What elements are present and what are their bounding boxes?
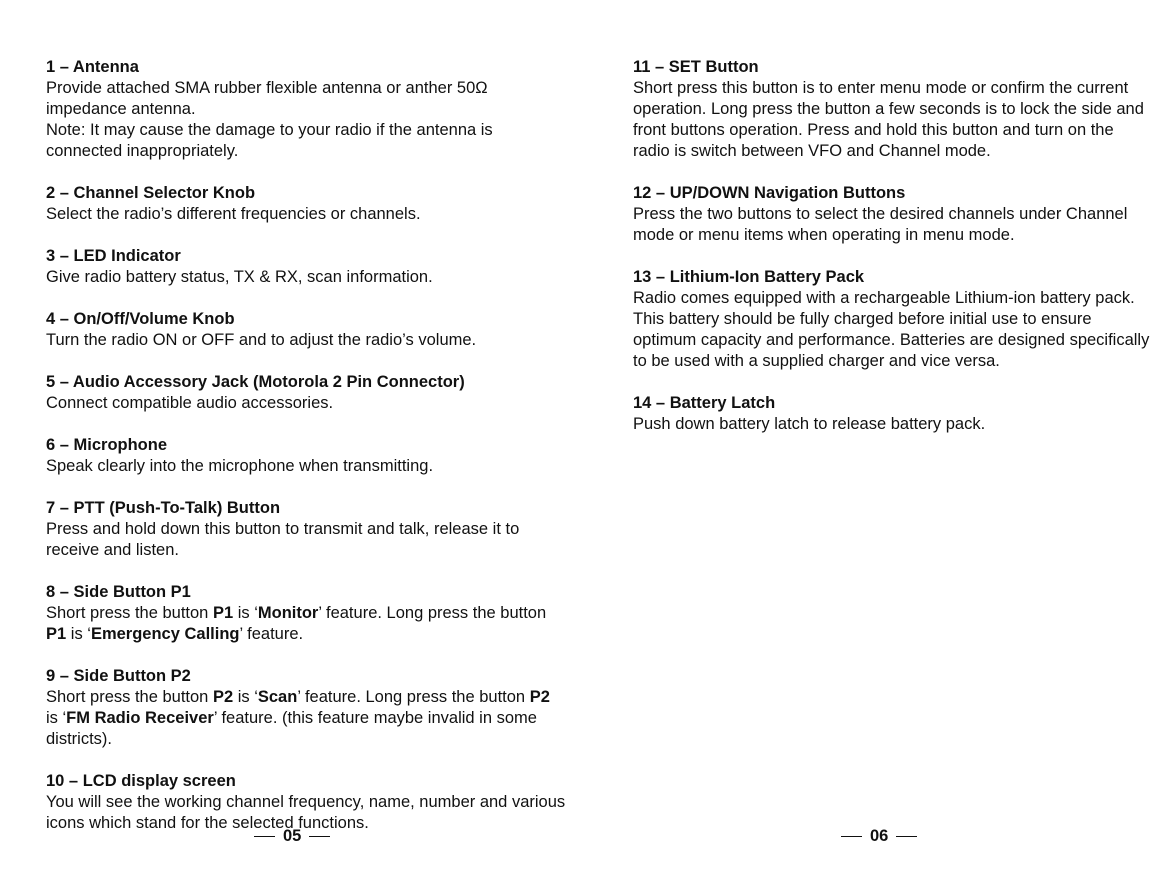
body-text: Select the radio’s different frequencies or channels.: [46, 205, 421, 223]
bold-text: P2: [212, 688, 234, 706]
section-body: [46, 456, 566, 477]
body-text: Connect compatible audio accessories.: [46, 394, 334, 412]
body-text: Push down battery latch to release battery pack.: [633, 415, 986, 433]
section-body: [46, 267, 566, 288]
section-heading: 10 – LCD display screen: [46, 772, 236, 790]
section-body: [46, 120, 566, 162]
spec-section: [633, 183, 1153, 246]
page-number-text: 05: [283, 827, 302, 845]
page-number-dash: [896, 836, 917, 837]
section-body: [633, 204, 1153, 246]
section-body: [46, 330, 566, 351]
body-text: Press and hold down this button to transmit and talk, release it to receive and listen.: [46, 520, 520, 559]
right-page-column: [633, 57, 1153, 456]
body-text: ’ feature. (this feature maybe invalid in some districts).: [46, 709, 537, 748]
section-heading: 3 – LED Indicator: [46, 247, 181, 265]
page-number-text: 06: [870, 827, 889, 845]
section-body: [633, 414, 1153, 435]
section-body: [633, 78, 1153, 162]
section-body: [46, 393, 566, 414]
body-text: is ‘: [66, 625, 91, 643]
spec-section: [46, 183, 566, 225]
body-text: ’ feature. Long press the button: [297, 688, 530, 706]
section-body: [633, 288, 1153, 372]
bold-text: FM Radio Receiver: [66, 709, 214, 727]
spec-section: [633, 393, 1153, 435]
spec-section: [46, 372, 566, 414]
section-heading: 9 – Side Button P2: [46, 667, 191, 685]
spec-section: [633, 267, 1153, 372]
body-text: Give radio battery status, TX & RX, scan information.: [46, 268, 433, 286]
body-text: Provide attached SMA rubber flexible antenna or anther 50Ω impedance antenna.: [46, 79, 488, 118]
page-number-dash: [841, 836, 862, 837]
spec-section: [46, 309, 566, 351]
bold-text: P2: [529, 688, 550, 706]
body-text: Radio comes equipped with a rechargeable Lithium-ion battery pack. This battery should be fully charged before initial use to ensure optimum capacity and performance. Batteries are designed specifically to be used with a supplied charger and vice versa.: [633, 289, 1150, 370]
section-heading: 8 – Side Button P1: [46, 583, 191, 601]
left-page-column: [46, 57, 566, 855]
page-number-dash: [309, 836, 330, 837]
body-text: ’ feature. Long press the button: [318, 604, 547, 622]
section-heading: 1 – Antenna: [46, 58, 139, 76]
body-text: Speak clearly into the microphone when transmitting.: [46, 457, 434, 475]
page-number-left: [254, 826, 330, 846]
bold-text: Scan: [257, 688, 298, 706]
spec-section: [46, 582, 566, 645]
bold-text: Emergency Calling: [90, 625, 240, 643]
bold-text: Monitor: [257, 604, 319, 622]
body-text: You will see the working channel frequency, name, number and various icons which stand for the selected functions.: [46, 793, 566, 832]
spec-section: [46, 57, 566, 162]
body-text: Short press this button is to enter menu mode or confirm the current operation. Long press the button a few seconds is to lock the side and front buttons operation. Press and hold this button and turn on the radio is switch between VFO and Channel mode.: [633, 79, 1144, 160]
section-body: [46, 519, 566, 561]
page-number-dash: [254, 836, 275, 837]
section-heading: 12 – UP/DOWN Navigation Buttons: [633, 184, 906, 202]
body-text: ’ feature.: [239, 625, 304, 643]
spec-section: [46, 666, 566, 750]
bold-text: P1: [212, 604, 234, 622]
spec-section: [633, 57, 1153, 162]
section-heading: 4 – On/Off/Volume Knob: [46, 310, 235, 328]
section-heading: 6 – Microphone: [46, 436, 168, 454]
section-heading: 11 – SET Button: [633, 58, 759, 76]
section-heading: 7 – PTT (Push-To-Talk) Button: [46, 499, 281, 517]
body-text: is ‘: [233, 604, 258, 622]
spec-section: [46, 246, 566, 288]
body-text: Press the two buttons to select the desired channels under Channel mode or menu items when operating in menu mode.: [633, 205, 1128, 244]
spec-section: [46, 498, 566, 561]
body-text: Note: It may cause the damage to your radio if the antenna is connected inappropriately.: [46, 121, 493, 160]
bold-text: P1: [46, 625, 67, 643]
section-heading: 5 – Audio Accessory Jack (Motorola 2 Pin Connector): [46, 373, 465, 391]
section-body: [46, 204, 566, 225]
section-heading: 14 – Battery Latch: [633, 394, 776, 412]
section-heading: 13 – Lithium-Ion Battery Pack: [633, 268, 865, 286]
spec-section: [46, 771, 566, 834]
body-text: Turn the radio ON or OFF and to adjust the radio’s volume.: [46, 331, 477, 349]
section-body: [46, 687, 566, 750]
spec-section: [46, 435, 566, 477]
section-body: [46, 78, 566, 120]
section-body: [46, 603, 566, 645]
body-text: Short press the button: [46, 604, 213, 622]
body-text: is ‘: [233, 688, 258, 706]
body-text: is ‘: [46, 709, 67, 727]
section-heading: 2 – Channel Selector Knob: [46, 184, 256, 202]
body-text: Short press the button: [46, 688, 213, 706]
page-number-right: [841, 826, 917, 846]
